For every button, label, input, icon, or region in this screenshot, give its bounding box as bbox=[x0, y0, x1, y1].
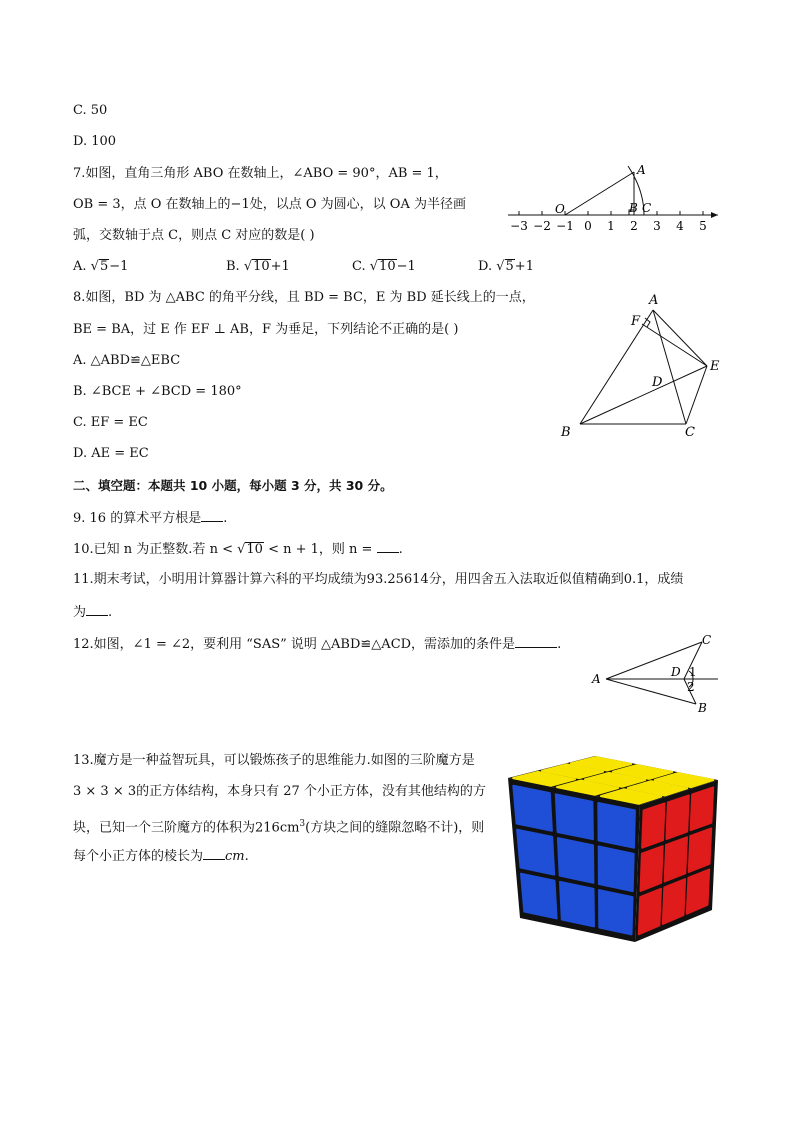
cube-sticker-red bbox=[642, 804, 664, 848]
tick-label: 3 bbox=[653, 219, 661, 233]
answer-blank bbox=[201, 507, 223, 522]
q7-option-a: A. √5−1 bbox=[73, 259, 129, 274]
q6-option-d: D. 100 bbox=[73, 134, 117, 149]
cube-sticker-red bbox=[641, 846, 663, 891]
q7-option-c: C. √10−1 bbox=[352, 259, 416, 274]
q12: 12.如图，∠1 = ∠2，要利用 “SAS” 说明 △ABD≌△ACD，需添加的条件是 . bbox=[73, 633, 561, 655]
point-label-c: C bbox=[685, 425, 695, 440]
cube-sticker-red bbox=[689, 829, 712, 873]
cube-sticker-blue bbox=[513, 786, 552, 831]
cube-sticker-blue bbox=[521, 874, 557, 919]
answer-blank bbox=[515, 633, 557, 648]
segment-oa bbox=[565, 172, 634, 215]
tick-label: −2 bbox=[533, 219, 551, 233]
angle-label-2: 2 bbox=[687, 680, 695, 694]
q9: 9. 16 的算术平方根是 . bbox=[73, 507, 227, 529]
segment-ab bbox=[606, 679, 696, 704]
q7-line2: OB = 3，点 O 在数轴上的−1处，以点 O 为圆心，以 OA 为半径画 bbox=[73, 197, 466, 212]
q13-line1: 13.魔方是一种益智玩具，可以锻炼孩子的思维能力.如图的三阶魔方是 bbox=[73, 753, 475, 768]
tick-label: 1 bbox=[607, 219, 615, 233]
point-label-a: A bbox=[637, 163, 646, 177]
segment-fe bbox=[642, 324, 707, 366]
cube-sticker-blue bbox=[560, 882, 594, 927]
q8-option-b: B. ∠BCE + ∠BCD = 180° bbox=[73, 384, 242, 399]
point-label-o: O bbox=[555, 202, 565, 216]
number-line-arrow bbox=[711, 212, 718, 218]
cube-sticker-red bbox=[666, 796, 688, 840]
q10: 10.已知 n 为正整数.若 n < √10 < n + 1，则 n = . bbox=[73, 538, 403, 560]
point-label-c: C bbox=[642, 201, 652, 215]
tick-label: 4 bbox=[676, 219, 684, 233]
q7-line3: 弧，交数轴于点 C，则点 C 对应的数是( ) bbox=[73, 228, 315, 243]
q8-triangle-figure bbox=[555, 288, 735, 443]
q6-option-c: C. 50 bbox=[73, 103, 108, 118]
cube-sticker-blue bbox=[558, 838, 594, 883]
point-label-d: D bbox=[652, 375, 663, 390]
cube-sticker-blue bbox=[556, 794, 593, 839]
cube-sticker-blue bbox=[517, 830, 554, 875]
q8-line1: 8.如图，BD 为 △ABC 的角平分线，且 BD = BC，E 为 BD 延长线上的一点， bbox=[73, 290, 535, 305]
cube-sticker-blue bbox=[598, 803, 635, 848]
q8-line2: BE = BA，过 E 作 EF ⊥ AB，F 为垂足，下列结论不正确的是( ) bbox=[73, 322, 459, 337]
point-label-a: A bbox=[592, 672, 601, 686]
q13-line2: 3 × 3 × 3的正方体结构，本身只有 27 个小正方体，没有其他结构的方 bbox=[73, 784, 486, 799]
q11-line1: 11.期末考试，小明用计算器计算六科的平均成绩为93.25614分，用四舍五入法取近似值精确到0.1，成绩 bbox=[73, 572, 684, 587]
q8-option-d: D. AE = EC bbox=[73, 446, 149, 461]
section-title: 二、填空题：本题共 10 小题，每小题 3 分，共 30 分。 bbox=[73, 478, 393, 493]
q8-option-c: C. EF = EC bbox=[73, 415, 148, 430]
cube-sticker-blue bbox=[599, 890, 633, 934]
cube-sticker-red bbox=[691, 787, 714, 830]
tick-label: −1 bbox=[556, 219, 574, 233]
q12-figure bbox=[590, 628, 725, 718]
rubiks-cube-image bbox=[500, 750, 725, 950]
tick-label: 2 bbox=[630, 219, 638, 233]
q8-option-a: A. △ABD≌△EBC bbox=[73, 353, 181, 368]
point-label-d: D bbox=[671, 665, 681, 679]
q7-number-line-figure bbox=[500, 160, 730, 240]
answer-blank bbox=[203, 845, 225, 860]
point-label-f: F bbox=[631, 314, 641, 329]
answer-blank bbox=[86, 601, 108, 616]
tick-label: 0 bbox=[584, 219, 592, 233]
segment-ac bbox=[606, 642, 702, 679]
q13-line4: 每个小正方体的棱长为 cm. bbox=[73, 845, 249, 867]
number-line-ticks bbox=[519, 211, 703, 215]
point-label-b: B bbox=[629, 201, 638, 215]
tick-label: −3 bbox=[510, 219, 528, 233]
tick-label: 5 bbox=[699, 219, 707, 233]
point-label-c: C bbox=[702, 633, 712, 647]
q7-option-b: B. √10+1 bbox=[226, 259, 290, 274]
point-label-a: A bbox=[649, 293, 659, 308]
q11-line2: 为 . bbox=[73, 601, 112, 623]
q13-line3: 块，已知一个三阶魔方的体积为$216cm^3$(方块之间的缝隙忽略不计)，则 bbox=[73, 819, 485, 836]
q7-line1: 7.如图，直角三角形 ABO 在数轴上，∠ABO = 90°，AB = 1， bbox=[73, 166, 448, 181]
point-label-b: B bbox=[698, 701, 707, 715]
cube-sticker-blue bbox=[599, 847, 634, 892]
point-label-b: B bbox=[561, 425, 571, 440]
q7-option-d: D. √5+1 bbox=[478, 259, 534, 274]
answer-blank bbox=[377, 538, 399, 553]
angle-label-1: 1 bbox=[689, 665, 697, 679]
point-label-e: E bbox=[710, 359, 720, 374]
cube-sticker-red bbox=[665, 837, 687, 881]
